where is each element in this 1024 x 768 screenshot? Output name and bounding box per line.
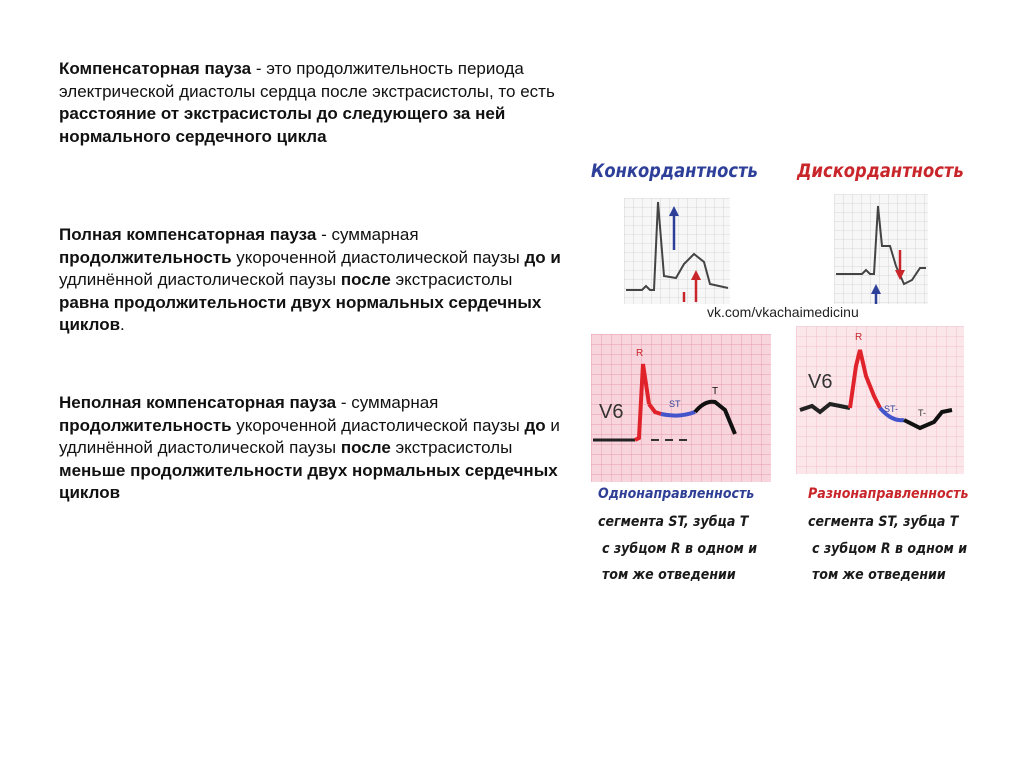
concordance-title: Конкордантность [591, 160, 758, 182]
paragraph-compensatory-pause: Компенсаторная пауза - это продолжительность периода электрической диастолы сердца после экстрасистолы, то есть расстояние от экстрасистолы до следующего за ней нормального сердечного цикла [59, 59, 555, 146]
lead-label-v6: V6 [599, 401, 624, 423]
t-wave-label: T- [918, 408, 926, 418]
caption-left-line: том же отведении [602, 567, 736, 583]
caption-left-line: с зубцом R в одном и [602, 541, 758, 557]
caption-left-line: сегмента ST, зубца T [598, 514, 749, 530]
caption-right-line: сегмента ST, зубца T [808, 514, 959, 530]
caption-left-title: Однонаправленность [598, 486, 755, 502]
discordant-ecg-v6 [796, 326, 964, 474]
st-segment-label: ST [669, 399, 681, 409]
discordance-title: Дискордантность [797, 160, 964, 182]
r-wave-label: R [855, 332, 863, 343]
r-wave-label: R [636, 348, 644, 359]
watermark-text: vk.com/vkachaimedicinu [707, 304, 859, 320]
t-wave-label: T [712, 386, 719, 397]
caption-right-title: Разнонаправленность [808, 486, 969, 502]
lead-label-v6: V6 [808, 371, 833, 393]
st-segment-label: ST- [884, 404, 899, 414]
caption-right-line: том же отведении [812, 567, 946, 583]
concordance-ecg-diagram [624, 198, 730, 304]
paragraph-full-compensatory-pause: Полная компенсаторная пауза - суммарная продолжительность укороченной диастолической паузы до и удлинённой диастолической паузы после экстрасистолы равна продолжительности двух нормальных сердечных циклов. [59, 225, 561, 334]
paragraph-incomplete-compensatory-pause: Неполная компенсаторная пауза - суммарная продолжительность укороченной диастолической паузы до и удлинённой диастолической паузы после экстрасистолы меньше продолжительности двух нормальных сердечных циклов [59, 393, 560, 502]
caption-right-line: с зубцом R в одном и [812, 541, 968, 557]
concordant-ecg-v6 [591, 334, 771, 482]
discordance-ecg-diagram [834, 194, 928, 304]
